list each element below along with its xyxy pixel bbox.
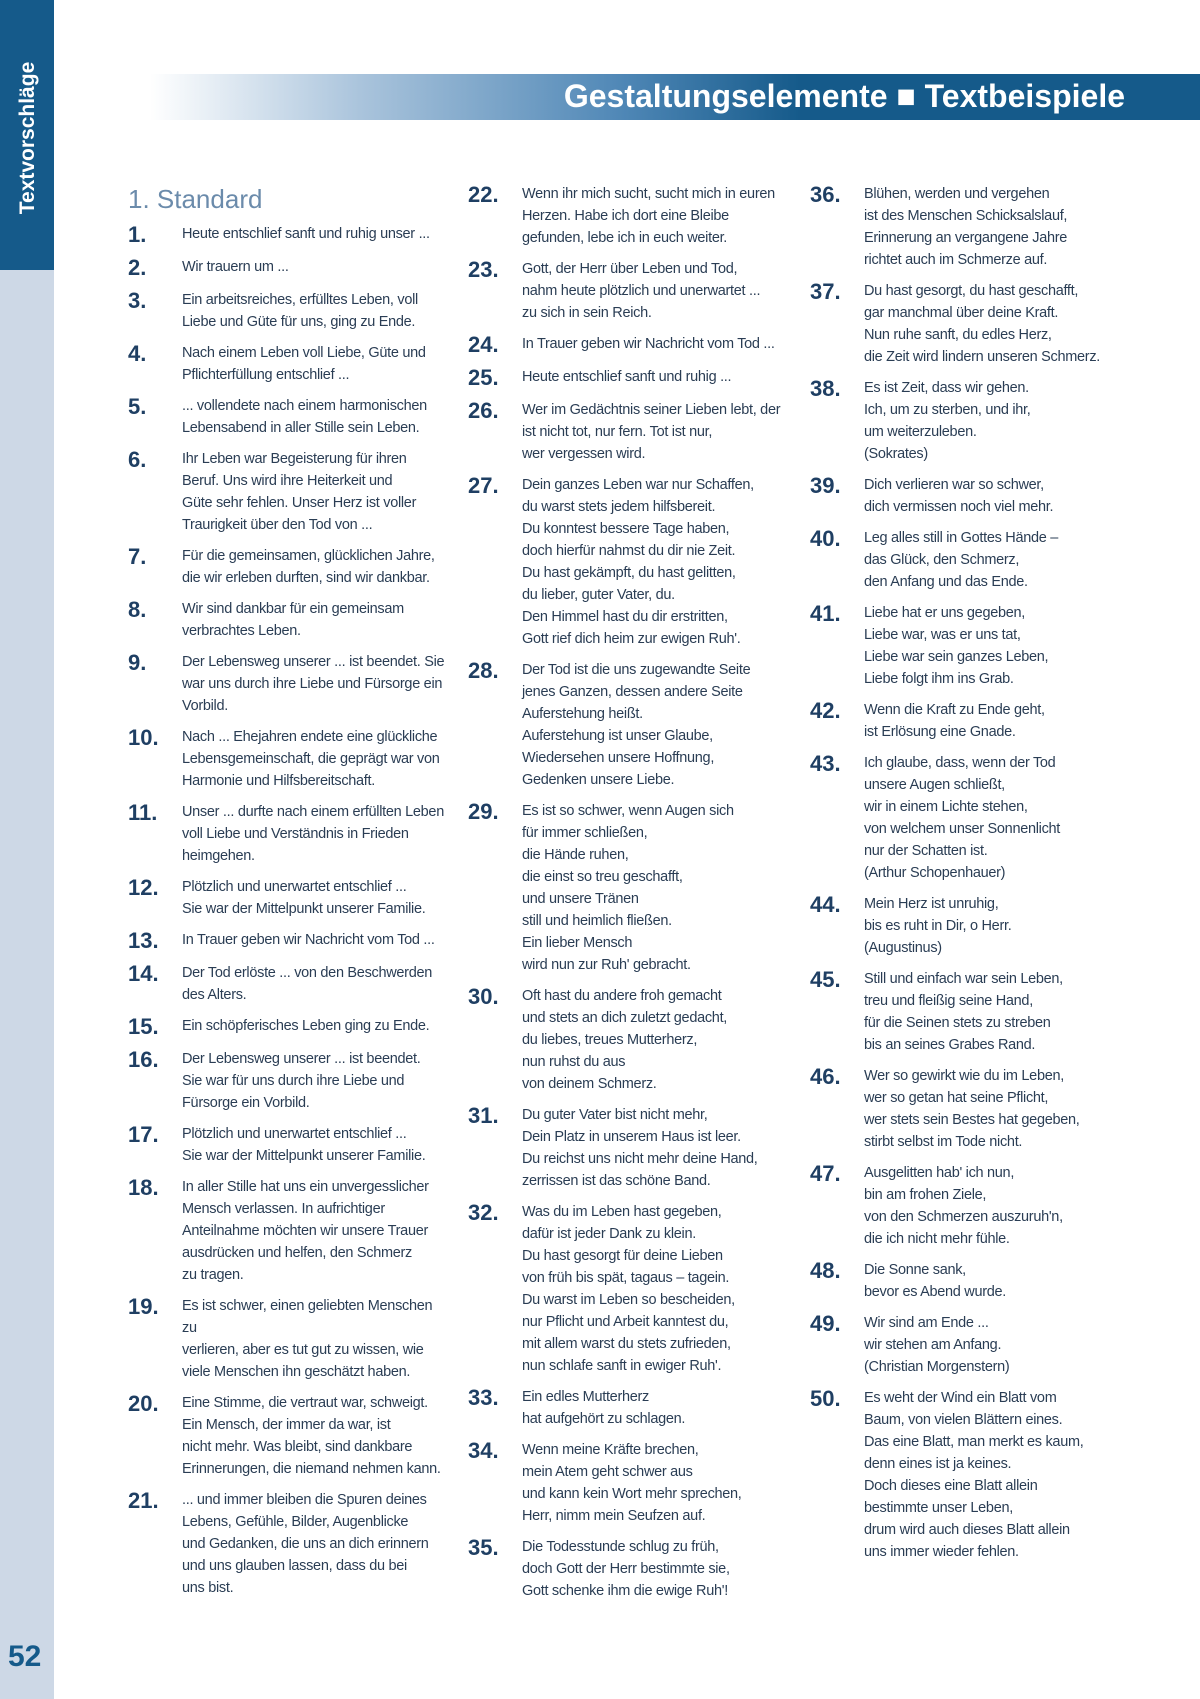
entry-text: Dein ganzes Leben war nur Schaffen, du warst stets jedem hilfsbereit. Du konntest bessere Tage haben, doch hierfür nahmst du dir nie Zeit. Du hast gekämpft, du hast gelitten, du lieber, guter Vater, du. Den Himmel hast du dir erstritten, Gott rief dich heim zur ewigen Ruh'.	[522, 477, 754, 647]
entry-text: Wenn ihr mich sucht, sucht mich in euren Herzen. Habe ich dort eine Bleibe gefunden, lebe ich in euch weiter.	[522, 186, 775, 246]
text-entry	[468, 1201, 788, 1377]
entry-text: Ich glaube, dass, wenn der Tod unsere Augen schließt, wir in einem Lichte stehen, von welchem unser Sonnenlicht nur der Schatten ist. (Arthur Schopenhauer)	[864, 755, 1061, 881]
text-entry	[468, 399, 788, 465]
entry-number: 44.	[810, 892, 841, 917]
entry-text: Oft hast du andere froh gemacht und stets an dich zuletzt gedacht, du liebes, treues Mutterherz, nun ruhst du aus von deinem Schmerz.	[522, 988, 728, 1092]
entry-number: 41.	[810, 601, 841, 626]
text-entry	[468, 333, 788, 357]
entry-text: Wenn meine Kräfte brechen, mein Atem geht schwer aus und kann kein Wort mehr sprechen, Herr, nimm mein Seufzen auf.	[522, 1442, 742, 1524]
text-entry	[468, 1104, 788, 1192]
entry-text: Die Sonne sank, bevor es Abend wurde.	[864, 1262, 1007, 1300]
text-entry	[810, 474, 1110, 518]
entry-number: 17.	[128, 1122, 159, 1147]
column-2	[468, 183, 788, 1611]
entry-number: 23.	[468, 257, 499, 282]
entry-text: Plötzlich und unerwartet entschlief ... Sie war der Mittelpunkt unserer Familie.	[182, 879, 426, 917]
page-number: 52	[8, 1640, 42, 1673]
page-title: Gestaltungselemente ■ Textbeispiele	[563, 78, 1125, 114]
entry-text: In Trauer geben wir Nachricht vom Tod ...	[182, 932, 435, 948]
entry-text: Nach einem Leben voll Liebe, Güte und Pflichterfüllung entschlief ...	[182, 345, 426, 383]
entry-number: 9.	[128, 650, 147, 675]
entry-text: Ein schöpferisches Leben ging zu Ende.	[182, 1018, 430, 1034]
entry-number: 40.	[810, 526, 841, 551]
entry-number: 46.	[810, 1064, 841, 1089]
entry-text: Blühen, werden und vergehen ist des Menschen Schicksalslauf, Erinnerung an vergangene Jahre richtet auch im Schmerze auf.	[864, 186, 1068, 268]
entry-number: 28.	[468, 658, 499, 683]
text-entry	[128, 545, 448, 589]
entry-number: 19.	[128, 1294, 159, 1319]
entry-text: Still und einfach war sein Leben, treu und fleißig seine Hand, für die Seinen stets zu streben bis an seines Grabes Rand.	[864, 971, 1063, 1053]
text-entry	[128, 726, 448, 792]
entry-number: 11.	[128, 800, 158, 825]
entry-number: 38.	[810, 376, 841, 401]
entry-number: 6.	[128, 447, 147, 472]
text-entry	[128, 1015, 448, 1039]
entry-text: In Trauer geben wir Nachricht vom Tod ...	[522, 336, 775, 352]
entry-text: Wer im Gedächtnis seiner Lieben lebt, der ist nicht tot, nur fern. Tot ist nur, wer vergessen wird.	[522, 402, 781, 462]
entry-number: 21.	[128, 1488, 159, 1513]
text-entry	[468, 1536, 788, 1602]
text-entry	[468, 258, 788, 324]
text-entry	[128, 1295, 448, 1383]
entry-text: Wenn die Kraft zu Ende geht, ist Erlösung eine Gnade.	[864, 702, 1045, 740]
side-bar	[0, 0, 54, 1699]
entry-number: 25.	[468, 365, 499, 390]
entry-text: Unser ... durfte nach einem erfüllten Leben voll Liebe und Verständnis in Frieden heimgehen.	[182, 804, 444, 864]
entry-text: Wer so gewirkt wie du im Leben, wer so getan hat seine Pflicht, wer stets sein Bestes hat gegeben, stirbt selbst im Tode nicht.	[864, 1068, 1080, 1150]
entry-number: 49.	[810, 1311, 841, 1336]
entry-number: 1.	[128, 222, 147, 247]
text-entry	[468, 985, 788, 1095]
sidebar-tab	[0, 0, 54, 270]
entry-text: Nach ... Ehejahren endete eine glückliche Lebensgemeinschaft, die geprägt war von Harmonie und Hilfsbereitschaft.	[182, 729, 440, 789]
text-entry	[810, 1312, 1110, 1378]
entry-number: 29.	[468, 799, 499, 824]
entry-number: 34.	[468, 1438, 499, 1463]
entry-number: 12.	[128, 875, 159, 900]
text-entry	[810, 968, 1110, 1056]
entry-number: 47.	[810, 1161, 841, 1186]
entry-text: Ausgelitten hab' ich nun, bin am frohen Ziele, von den Schmerzen auszuruh'n, die ich nicht mehr fühle.	[864, 1165, 1063, 1247]
text-entry	[128, 289, 448, 333]
text-entry	[810, 602, 1110, 690]
entry-number: 14.	[128, 961, 159, 986]
text-entry	[128, 342, 448, 386]
entry-text: Heute entschlief sanft und ruhig ...	[522, 369, 732, 385]
entry-number: 16.	[128, 1047, 159, 1072]
text-entry	[128, 1123, 448, 1167]
text-entry	[128, 651, 448, 717]
text-entry	[128, 801, 448, 867]
entry-text: Der Tod erlöste ... von den Beschwerden des Alters.	[182, 965, 432, 1003]
text-entry	[810, 280, 1110, 368]
header-band	[150, 74, 1200, 120]
entry-text: Ihr Leben war Begeisterung für ihren Beruf. Uns wird ihre Heiterkeit und Güte sehr fehlen. Unser Herz ist voller Traurigkeit über den Tod von ...	[182, 451, 417, 533]
text-entry	[810, 893, 1110, 959]
entry-number: 22.	[468, 182, 499, 207]
entry-number: 13.	[128, 928, 159, 953]
entry-number: 32.	[468, 1200, 499, 1225]
text-entry	[128, 598, 448, 642]
entry-text: In aller Stille hat uns ein unvergesslicher Mensch verlassen. In aufrichtiger Anteilnahme möchten wir unsere Trauer ausdrücken und helfen, den Schmerz zu tragen.	[182, 1179, 429, 1283]
entry-text: Es ist schwer, einen geliebten Menschen zu verlieren, aber es tut gut zu wissen, wie viele Menschen ihn geschätzt haben.	[182, 1298, 433, 1380]
entry-text: Was du im Leben hast gegeben, dafür ist jeder Dank zu klein. Du hast gesorgt für deine Lieben von früh bis spät, tagaus – tagein. Du warst im Leben so bescheiden, nur Pflicht und Arbeit kanntest du, mit allem warst du stets zufrieden, nun schlafe sanft in ewiger Ruh'.	[522, 1204, 735, 1374]
sidebar-label: Textvorschläge	[16, 61, 39, 215]
text-entry	[810, 1259, 1110, 1303]
entry-number: 3.	[128, 288, 147, 313]
column-3	[810, 183, 1110, 1572]
text-entry	[128, 876, 448, 920]
entry-number: 18.	[128, 1175, 159, 1200]
text-entry	[810, 1387, 1110, 1563]
entry-text: ... und immer bleiben die Spuren deines Lebens, Gefühle, Bilder, Augenblicke und Gedanken, die uns an dich erinnern und uns glauben lassen, dass du bei uns bist.	[182, 1492, 429, 1596]
entry-text: Es ist Zeit, dass wir gehen. Ich, um zu sterben, und ihr, um weiterzuleben. (Sokrates)	[864, 380, 1031, 462]
entry-number: 43.	[810, 751, 841, 776]
entry-text: Liebe hat er uns gegeben, Liebe war, was er uns tat, Liebe war sein ganzes Leben, Liebe folgt ihm ins Grab.	[864, 605, 1049, 687]
text-entry	[128, 1489, 448, 1599]
entry-text: Ein edles Mutterherz hat aufgehört zu schlagen.	[522, 1389, 686, 1427]
text-entry	[810, 1162, 1110, 1250]
text-entry	[128, 448, 448, 536]
entry-text: Wir sind dankbar für ein gemeinsam verbrachtes Leben.	[182, 601, 404, 639]
entry-number: 35.	[468, 1535, 499, 1560]
entry-text: Es weht der Wind ein Blatt vom Baum, von vielen Blättern eines. Das eine Blatt, man merkt es kaum, denn eines ist ja keines. Doch dieses eine Blatt allein bestimmte unser Leben, drum wird auch dieses Blatt allein uns immer wieder fehlen.	[864, 1390, 1084, 1560]
text-entry	[468, 474, 788, 650]
entry-number: 36.	[810, 182, 841, 207]
entry-number: 4.	[128, 341, 147, 366]
text-entry	[468, 1439, 788, 1527]
text-entry	[128, 1392, 448, 1480]
text-entry	[810, 527, 1110, 593]
entry-number: 48.	[810, 1258, 841, 1283]
entry-number: 39.	[810, 473, 841, 498]
entry-text: Eine Stimme, die vertraut war, schweigt. Ein Mensch, der immer da war, ist nicht mehr. Was bleibt, sind dankbare Erinnerungen, die niemand nehmen kann.	[182, 1395, 441, 1477]
text-entry	[128, 256, 448, 280]
text-entry	[468, 366, 788, 390]
entry-number: 42.	[810, 698, 841, 723]
entry-number: 24.	[468, 332, 499, 357]
entry-text: Plötzlich und unerwartet entschlief ... Sie war der Mittelpunkt unserer Familie.	[182, 1126, 426, 1164]
entry-text: Du hast gesorgt, du hast geschafft, gar manchmal über deine Kraft. Nun ruhe sanft, du edles Herz, die Zeit wird lindern unseren Schmerz.	[864, 283, 1101, 365]
entry-number: 8.	[128, 597, 147, 622]
entry-text: Heute entschlief sanft und ruhig unser ...	[182, 226, 430, 242]
entry-number: 30.	[468, 984, 499, 1009]
entry-text: Wir trauern um ...	[182, 259, 289, 275]
text-entry	[128, 1176, 448, 1286]
text-entry	[810, 699, 1110, 743]
entry-number: 2.	[128, 255, 147, 280]
text-entry	[810, 183, 1110, 271]
entry-text: Du guter Vater bist nicht mehr, Dein Platz in unserem Haus ist leer. Du reichst uns nicht mehr deine Hand, zerrissen ist das schöne Band.	[522, 1107, 758, 1189]
entry-number: 31.	[468, 1103, 499, 1128]
entry-text: Der Lebensweg unserer ... ist beendet. Sie war für uns durch ihre Liebe und Fürsorge ein Vorbild.	[182, 1051, 421, 1111]
entry-text: Dich verlieren war so schwer, dich vermissen noch viel mehr.	[864, 477, 1054, 515]
entry-text: Der Tod ist die uns zugewandte Seite jenes Ganzen, dessen andere Seite Auferstehung heißt. Auferstehung ist unser Glaube, Wiedersehen unsere Hoffnung, Gedenken unsere Liebe.	[522, 662, 751, 788]
entry-text: Leg alles still in Gottes Hände – das Glück, den Schmerz, den Anfang und das Ende.	[864, 530, 1059, 590]
entry-number: 5.	[128, 394, 147, 419]
entry-number: 37.	[810, 279, 841, 304]
text-entry	[468, 659, 788, 791]
text-entry	[810, 377, 1110, 465]
text-entry	[468, 800, 788, 976]
entry-number: 15.	[128, 1014, 159, 1039]
entry-number: 26.	[468, 398, 499, 423]
entry-text: Für die gemeinsamen, glücklichen Jahre, die wir erleben durften, sind wir dankbar.	[182, 548, 435, 586]
text-entry	[128, 395, 448, 439]
entry-text: Wir sind am Ende ... wir stehen am Anfang. (Christian Morgenstern)	[864, 1315, 1010, 1375]
entry-text: ... vollendete nach einem harmonischen Lebensabend in aller Stille sein Leben.	[182, 398, 427, 436]
entry-text: Mein Herz ist unruhig, bis es ruht in Dir, o Herr. (Augustinus)	[864, 896, 1012, 956]
section-heading: 1. Standard	[128, 184, 263, 214]
entry-text: Ein arbeitsreiches, erfülltes Leben, voll Liebe und Güte für uns, ging zu Ende.	[182, 292, 418, 330]
text-entry	[128, 1048, 448, 1114]
text-entry	[810, 752, 1110, 884]
entry-number: 20.	[128, 1391, 159, 1416]
entry-text: Gott, der Herr über Leben und Tod, nahm heute plötzlich und unerwartet ... zu sich in sein Reich.	[522, 261, 761, 321]
entry-number: 10.	[128, 725, 159, 750]
text-entry	[468, 1386, 788, 1430]
text-entry	[128, 929, 448, 953]
entry-text: Die Todesstunde schlug zu früh, doch Gott der Herr bestimmte sie, Gott schenke ihm die ewige Ruh'!	[522, 1539, 730, 1599]
text-entry	[128, 223, 448, 247]
column-1	[128, 183, 448, 1608]
entry-text: Der Lebensweg unserer ... ist beendet. Sie war uns durch ihre Liebe und Fürsorge ein Vorbild.	[182, 654, 445, 714]
entry-number: 50.	[810, 1386, 841, 1411]
entry-text: Es ist so schwer, wenn Augen sich für immer schließen, die Hände ruhen, die einst so treu geschafft, und unsere Tränen still und heimlich fließen. Ein lieber Mensch wird nun zur Ruh' gebracht.	[522, 803, 734, 973]
text-entry	[468, 183, 788, 249]
text-entry	[128, 962, 448, 1006]
entry-number: 7.	[128, 544, 147, 569]
entry-number: 33.	[468, 1385, 499, 1410]
text-entry	[810, 1065, 1110, 1153]
entry-number: 27.	[468, 473, 499, 498]
entry-number: 45.	[810, 967, 841, 992]
